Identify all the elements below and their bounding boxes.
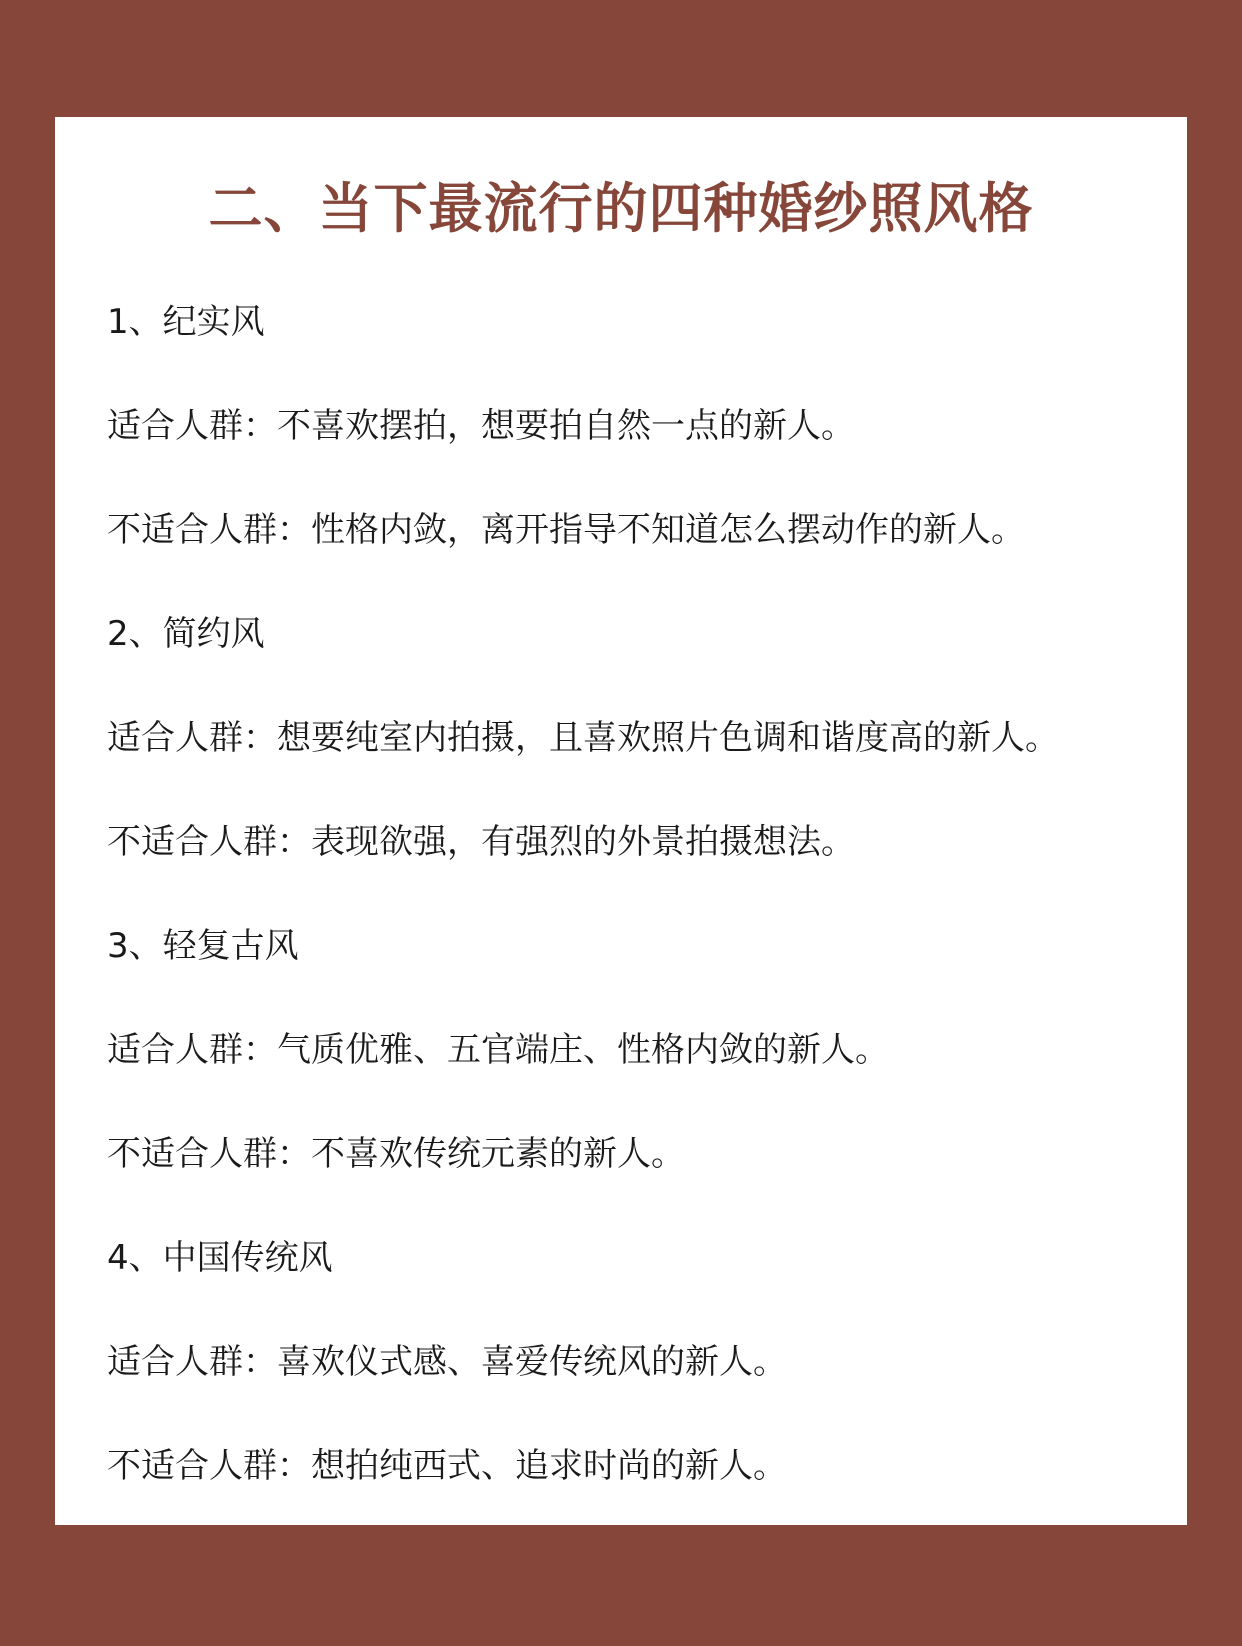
content-card — [55, 117, 1187, 1525]
page-title: 二、当下最流行的四种婚纱照风格 — [208, 177, 1034, 240]
section-suitable-2: 适合人群：想要纯室内拍摄，且喜欢照片色调和谐度高的新人。 — [107, 718, 1059, 758]
style-list — [107, 302, 1167, 1550]
section-heading-4: 4、中国传统风 — [107, 1238, 333, 1278]
section-unsuitable-1: 不适合人群：性格内敛，离开指导不知道怎么摆动作的新人。 — [107, 510, 1025, 550]
section-heading-1: 1、纪实风 — [107, 302, 265, 342]
section-suitable-1: 适合人群：不喜欢摆拍，想要拍自然一点的新人。 — [107, 406, 855, 446]
section-heading-2: 2、简约风 — [107, 614, 265, 654]
section-unsuitable-3: 不适合人群：不喜欢传统元素的新人。 — [107, 1134, 685, 1174]
section-suitable-4: 适合人群：喜欢仪式感、喜爱传统风的新人。 — [107, 1342, 787, 1382]
section-unsuitable-2: 不适合人群：表现欲强，有强烈的外景拍摄想法。 — [107, 822, 855, 862]
section-unsuitable-4: 不适合人群：想拍纯西式、追求时尚的新人。 — [107, 1446, 787, 1486]
section-heading-3: 3、轻复古风 — [107, 926, 299, 966]
section-suitable-3: 适合人群：气质优雅、五官端庄、性格内敛的新人。 — [107, 1030, 889, 1070]
